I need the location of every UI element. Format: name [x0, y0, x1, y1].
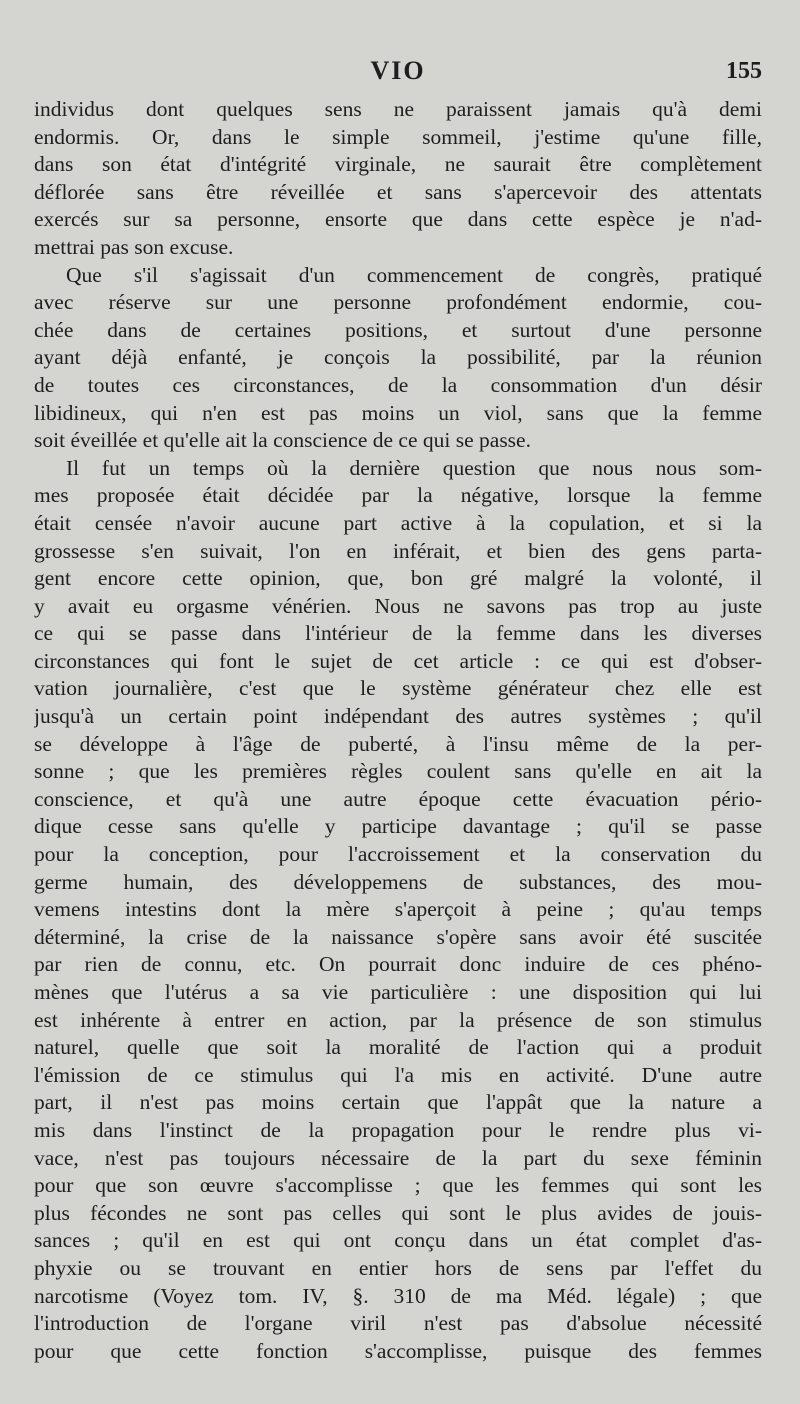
text-line: plus fécondes ne sont pas celles qui sont le plus avides de jouis- — [34, 1200, 762, 1225]
text-line: déterminé, la crise de la naissance s'opère sans avoir été suscitée — [34, 924, 762, 949]
text-line: avec réserve sur une personne profondément endormie, cou- — [34, 290, 762, 315]
text-line: Que s'il s'agissait d'un commencement de congrès, pratiqué — [66, 262, 762, 287]
text-line: se développe à l'âge de puberté, à l'insu même de la per- — [34, 731, 762, 756]
text-line: était censée n'avoir aucune part active à la copulation, et si la — [34, 510, 762, 535]
text-line: l'émission de ce stimulus qui l'a mis en activité. D'une autre — [34, 1062, 762, 1087]
text-line: pour la conception, pour l'accroissement et la conservation du — [34, 842, 762, 867]
body-text — [34, 96, 762, 1365]
text-line: gent encore cette opinion, que, bon gré malgré la volonté, il — [34, 566, 762, 591]
text-line: mes proposée était décidée par la négative, lorsque la femme — [34, 483, 762, 508]
text-line: déflorée sans être réveillée et sans s'apercevoir des attentats — [34, 179, 762, 204]
text-line: vemens intestins dont la mère s'aperçoit à peine ; qu'au temps — [34, 897, 762, 922]
running-title: VIO — [370, 56, 426, 85]
text-line: chée dans de certaines positions, et surtout d'une personne — [34, 317, 762, 342]
text-line: pour que son œuvre s'accomplisse ; que les femmes qui sont les — [34, 1173, 762, 1198]
text-line: soit éveillée et qu'elle ait la conscience de ce qui se passe. — [34, 428, 531, 453]
text-line: mettrai pas son excuse. — [34, 234, 234, 259]
text-line: est inhérente à entrer en action, par la présence de son stimulus — [34, 1007, 762, 1032]
text-line: part, il n'est pas moins certain que l'appât que la nature a — [34, 1090, 762, 1115]
text-line: par rien de connu, etc. On pourrait donc induire de ces phéno- — [34, 952, 762, 977]
text-line: libidineux, qui n'en est pas moins un viol, sans que la femme — [34, 400, 762, 425]
text-line: individus dont quelques sens ne paraissent jamais qu'à demi — [34, 97, 762, 121]
text-line: circonstances qui font le sujet de cet article : ce qui est d'obser- — [34, 648, 762, 673]
text-line: ayant déjà enfanté, je conçois la possibilité, par la réunion — [34, 345, 762, 370]
text-line: germe humain, des développemens de substances, des mou- — [34, 869, 762, 894]
text-line: sonne ; que les premières règles coulent sans qu'elle en ait la — [34, 759, 762, 784]
text-line: narcotisme (Voyez tom. IV, §. 310 de ma Méd. légale) ; que — [34, 1283, 762, 1308]
text-line: vation journalière, c'est que le système générateur chez elle est — [34, 676, 762, 701]
text-line: phyxie ou se trouvant en entier hors de sens par l'effet du — [34, 1255, 762, 1280]
text-line: dans son état d'intégrité virginale, ne saurait être complètement — [34, 152, 762, 177]
page-number: 155 — [726, 58, 762, 84]
text-line: jusqu'à un certain point indépendant des autres systèmes ; qu'il — [34, 704, 762, 729]
text-line: conscience, et qu'à une autre époque cette évacuation pério- — [34, 786, 762, 811]
text-line: sances ; qu'il en est qui ont conçu dans un état complet d'as- — [34, 1228, 762, 1253]
text-line: Il fut un temps où la dernière question que nous nous som- — [66, 455, 762, 480]
text-line: naturel, quelle que soit la moralité de l'action qui a produit — [34, 1035, 762, 1060]
text-line: ce qui se passe dans l'intérieur de la femme dans les diverses — [34, 621, 762, 646]
text-line: endormis. Or, dans le simple sommeil, j'estime qu'une fille, — [34, 124, 762, 149]
text-line: exercés sur sa personne, ensorte que dans cette espèce je n'ad- — [34, 207, 762, 232]
text-line: mènes que l'utérus a sa vie particulière : une disposition qui lui — [34, 980, 762, 1004]
text-line: grossesse s'en suivait, l'on en inférait, et bien des gens parta- — [34, 538, 762, 563]
text-line: de toutes ces circonstances, de la consommation d'un désir — [34, 372, 762, 397]
text-line: y avait eu orgasme vénérien. Nous ne savons pas trop au juste — [34, 593, 762, 618]
text-line: mis dans l'instinct de la propagation pour le rendre plus vi- — [34, 1117, 762, 1142]
text-line: l'introduction de l'organe viril n'est pas d'absolue nécessité — [34, 1311, 762, 1336]
text-line: dique cesse sans qu'elle y participe davantage ; qu'il se passe — [34, 814, 762, 839]
text-line: vace, n'est pas toujours nécessaire de la part du sexe féminin — [34, 1145, 762, 1170]
running-head — [34, 56, 762, 96]
text-line: pour que cette fonction s'accomplisse, puisque des femmes — [34, 1338, 762, 1363]
